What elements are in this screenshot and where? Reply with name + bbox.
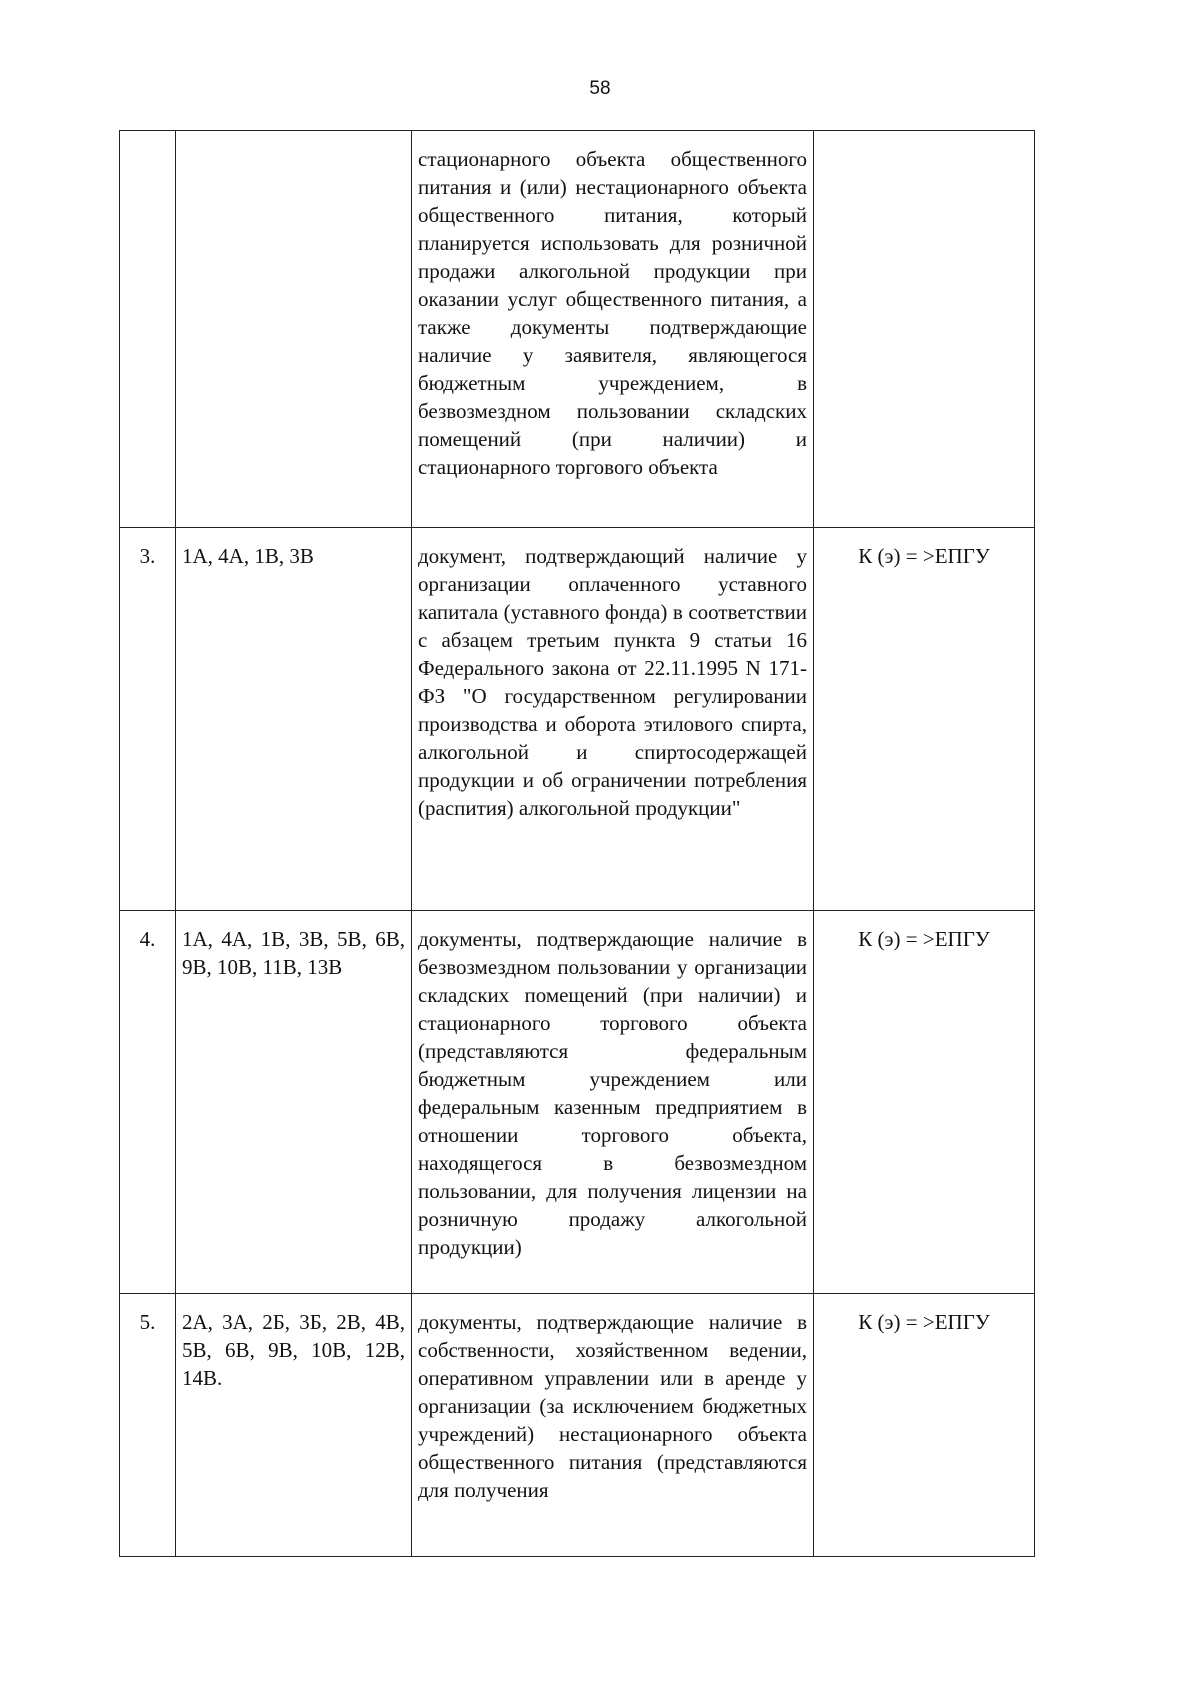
row-number: 3. xyxy=(120,528,176,911)
page-number: 58 xyxy=(589,78,611,99)
table-row xyxy=(120,131,1035,528)
row-number: 4. xyxy=(120,911,176,1294)
table-row xyxy=(120,1294,1035,1557)
row-document-text: документы, подтверждающие наличие в собственности, хозяйственном ведении, оперативном управлении или в аренде у организации (за исключением бюджетных учреждений) нестационарного объекта общественного питания (представляются для получения xyxy=(412,1294,814,1557)
table-row xyxy=(120,911,1035,1294)
row-submission-method: К (э) = >ЕПГУ xyxy=(814,911,1035,1294)
row-document-text: документы, подтверждающие наличие в безвозмездном пользовании у организации складских помещений (при наличии) и стационарного торгового объекта (представляются федеральным бюджетным учреждением или федеральным казенным предприятием в отношении торгового объекта, находящегося в безвозмездном пользовании, для получения лицензии на розничную продажу алкогольной продукции) xyxy=(412,911,814,1294)
row-number: 5. xyxy=(120,1294,176,1557)
row-number xyxy=(120,131,176,528)
row-codes: 2А, 3А, 2Б, 3Б, 2В, 4В, 5В, 6В, 9В, 10В, 12В, 14В. xyxy=(176,1294,412,1557)
row-submission-method xyxy=(814,131,1035,528)
row-codes: 1А, 4А, 1В, 3В, 5В, 6В, 9В, 10В, 11В, 13В xyxy=(176,911,412,1294)
table-row xyxy=(120,528,1035,911)
row-submission-method: К (э) = >ЕПГУ xyxy=(814,528,1035,911)
requirements-table xyxy=(119,130,1035,1557)
row-submission-method: К (э) = >ЕПГУ xyxy=(814,1294,1035,1557)
row-codes: 1А, 4А, 1В, 3В xyxy=(176,528,412,911)
row-codes xyxy=(176,131,412,528)
row-document-text: документ, подтверждающий наличие у организации оплаченного уставного капитала (уставного фонда) в соответствии с абзацем третьим пункта 9 статьи 16 Федерального закона от 22.11.1995 N 171-ФЗ "О государственном регулировании производства и оборота этилового спирта, алкогольной и спиртосодержащей продукции и об ограничении потребления (распития) алкогольной продукции" xyxy=(412,528,814,911)
row-document-text: стационарного объекта общественного питания и (или) нестационарного объекта общественного питания, который планируется использовать для розничной продажи алкогольной продукции при оказании услуг общественного питания, а также документы подтверждающие наличие у заявителя, являющегося бюджетным учреждением, в безвозмездном пользовании складских помещений (при наличии) и стационарного торгового объекта xyxy=(412,131,814,528)
